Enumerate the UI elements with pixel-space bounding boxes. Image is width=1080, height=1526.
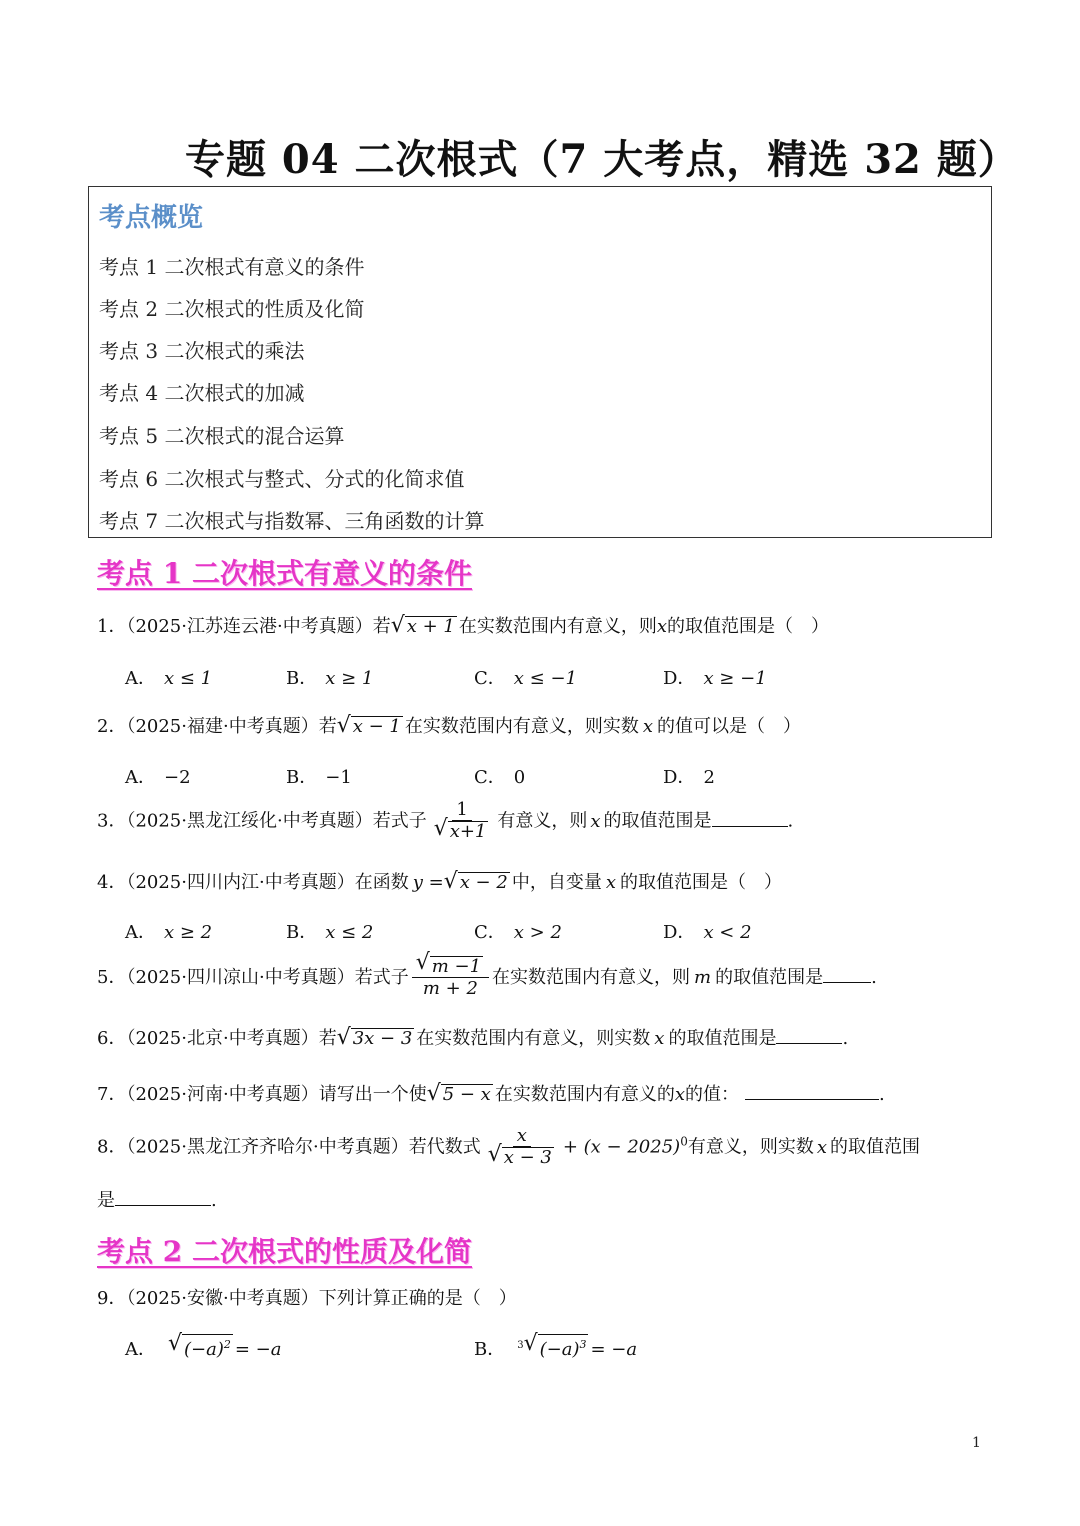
overview-box xyxy=(88,186,992,538)
question-1 xyxy=(97,612,829,638)
q2-radical: √ x − 1 xyxy=(339,716,403,737)
q7-suffix: 在实数范围内有意义的 xyxy=(494,1084,675,1105)
q3-suffix: 有意义，则 xyxy=(497,810,588,832)
q5-fraction: √ $\frac{m -1}{m + 2}$ xyxy=(412,956,489,1000)
q7-tail: 的值： xyxy=(685,1084,739,1105)
q8-fraction: x √ x − 3 xyxy=(484,1126,560,1169)
q2-option-b: B． −1 xyxy=(286,767,352,788)
overview-item: 考点 3 二次根式的乘法 xyxy=(99,339,305,363)
q9-option-b: B． $^3$√ $(-a)^3 = -a$ xyxy=(474,1334,637,1361)
q5-var: m xyxy=(694,967,712,988)
question-8 xyxy=(97,1126,920,1169)
q1-option-b: B． x ≥ 1 xyxy=(286,668,374,689)
answer-blank[interactable] xyxy=(823,966,871,983)
q4-option-a: A． x ≥ 2 xyxy=(125,922,213,943)
q7-prefix: 7．（2025·河南·中考真题）请写出一个使 xyxy=(97,1084,427,1105)
overview-item: 考点 5 二次根式的混合运算 xyxy=(99,424,345,448)
q1-option-a: A． x ≤ 1 xyxy=(125,668,213,689)
q1-prefix: 1．（2025·江苏连云港·中考真题）若 xyxy=(97,616,391,637)
q5-suffix: 在实数范围内有意义，则 xyxy=(492,967,691,988)
overview-item: 考点 4 二次根式的加减 xyxy=(99,381,305,405)
q6-var: x xyxy=(654,1028,665,1049)
q3-end: . xyxy=(787,810,794,832)
q1-suffix: 在实数范围内有意义，则 xyxy=(458,616,657,637)
q6-end: . xyxy=(842,1028,849,1049)
question-6 xyxy=(97,1024,848,1050)
answer-blank[interactable] xyxy=(745,1083,879,1100)
q4-lhs: y = xyxy=(412,872,444,893)
question-5 xyxy=(97,956,877,1000)
section-title-2: 考点 2 二次根式的性质及化简 xyxy=(97,1235,472,1268)
page-number: 1 xyxy=(972,1435,981,1451)
q4-option-b: B． x ≤ 2 xyxy=(286,922,374,943)
q6-suffix: 在实数范围内有意义，则实数 xyxy=(416,1028,651,1049)
q1-option-c: C． x ≤ −1 xyxy=(474,668,577,689)
q7-end: . xyxy=(879,1084,885,1105)
answer-blank[interactable] xyxy=(115,1189,211,1206)
question-2 xyxy=(97,712,801,738)
q6-prefix: 6．（2025·北京·中考真题）若 xyxy=(97,1028,337,1049)
q8-suffix: 有意义，则实数 xyxy=(687,1136,814,1158)
q4-option-c: C． x > 2 xyxy=(474,922,562,943)
q3-fraction: 1 √ x+1 xyxy=(430,800,495,843)
q4-option-d: D． x < 2 xyxy=(663,922,752,943)
q4-suffix: 中，自变量 xyxy=(511,872,602,893)
q2-var: x xyxy=(642,716,653,737)
q2-option-a: A． −2 xyxy=(125,767,191,788)
q2-prefix: 2．（2025·福建·中考真题）若 xyxy=(97,716,337,737)
q5-end: . xyxy=(871,967,877,988)
overview-item: 考点 2 二次根式的性质及化简 xyxy=(99,297,365,321)
q1-tail: 的取值范围是（ ） xyxy=(667,616,829,637)
q5-tail: 的取值范围是 xyxy=(715,967,824,988)
q2-option-c: C． 0 xyxy=(474,767,526,788)
overview-heading: 考点概览 xyxy=(99,203,204,233)
overview-item: 考点 6 二次根式与整式、分式的化简求值 xyxy=(99,467,465,491)
q8-var: x xyxy=(816,1136,827,1158)
q1-option-d: D． x ≥ −1 xyxy=(663,668,767,689)
q2-suffix: 在实数范围内有意义，则实数 xyxy=(404,716,639,737)
q4-var: x xyxy=(605,872,616,893)
q8-tail: 的取值范围 xyxy=(829,1136,920,1158)
overview-item: 考点 7 二次根式与指数幂、三角函数的计算 xyxy=(99,509,485,533)
overview-item: 考点 1 二次根式有意义的条件 xyxy=(99,255,365,279)
q6-tail: 的取值范围是 xyxy=(668,1028,777,1049)
question-3 xyxy=(97,800,793,843)
q7-radical: √ 5 − x xyxy=(429,1084,493,1105)
answer-blank[interactable] xyxy=(712,810,788,827)
q4-prefix: 4．（2025·四川内江·中考真题）在函数 xyxy=(97,872,409,893)
q2-option-d: D． 2 xyxy=(663,767,715,788)
q1-radical: √ x + 1 xyxy=(393,616,457,637)
q8-mid: + (x − 2025) xyxy=(562,1136,681,1158)
q1-var: x xyxy=(656,616,667,637)
page-title: 专题 04 二次根式（7 大考点，精选 32 题） xyxy=(185,136,1019,183)
q5-prefix: 5．（2025·四川凉山·中考真题）若式子 xyxy=(97,967,409,988)
q6-radical: √ 3x − 3 xyxy=(339,1028,415,1049)
q9-option-a: A．√ $(-a)^2 = -a$ xyxy=(125,1334,281,1361)
q7-var: x xyxy=(674,1084,685,1105)
q2-tail: 的值可以是（ ） xyxy=(657,716,801,737)
q3-tail: 的取值范围是 xyxy=(603,810,712,832)
q3-var: x xyxy=(590,810,601,832)
question-7 xyxy=(97,1080,885,1106)
q8-exponent: 0 xyxy=(680,1134,688,1149)
section-title-1: 考点 1 二次根式有意义的条件 xyxy=(97,557,472,590)
answer-blank[interactable] xyxy=(776,1027,842,1044)
q4-radical: √ x − 2 xyxy=(446,872,510,893)
question-4 xyxy=(97,868,782,894)
q8-prefix: 8．（2025·黑龙江齐齐哈尔·中考真题）若代数式 xyxy=(97,1136,481,1158)
question-9: 9．（2025·安徽·中考真题）下列计算正确的是（ ） xyxy=(97,1288,517,1309)
question-8-line2: 是 . xyxy=(97,1190,217,1211)
q4-tail: 的取值范围是（ ） xyxy=(619,872,782,893)
q3-prefix: 3．（2025·黑龙江绥化·中考真题）若式子 xyxy=(97,810,427,832)
